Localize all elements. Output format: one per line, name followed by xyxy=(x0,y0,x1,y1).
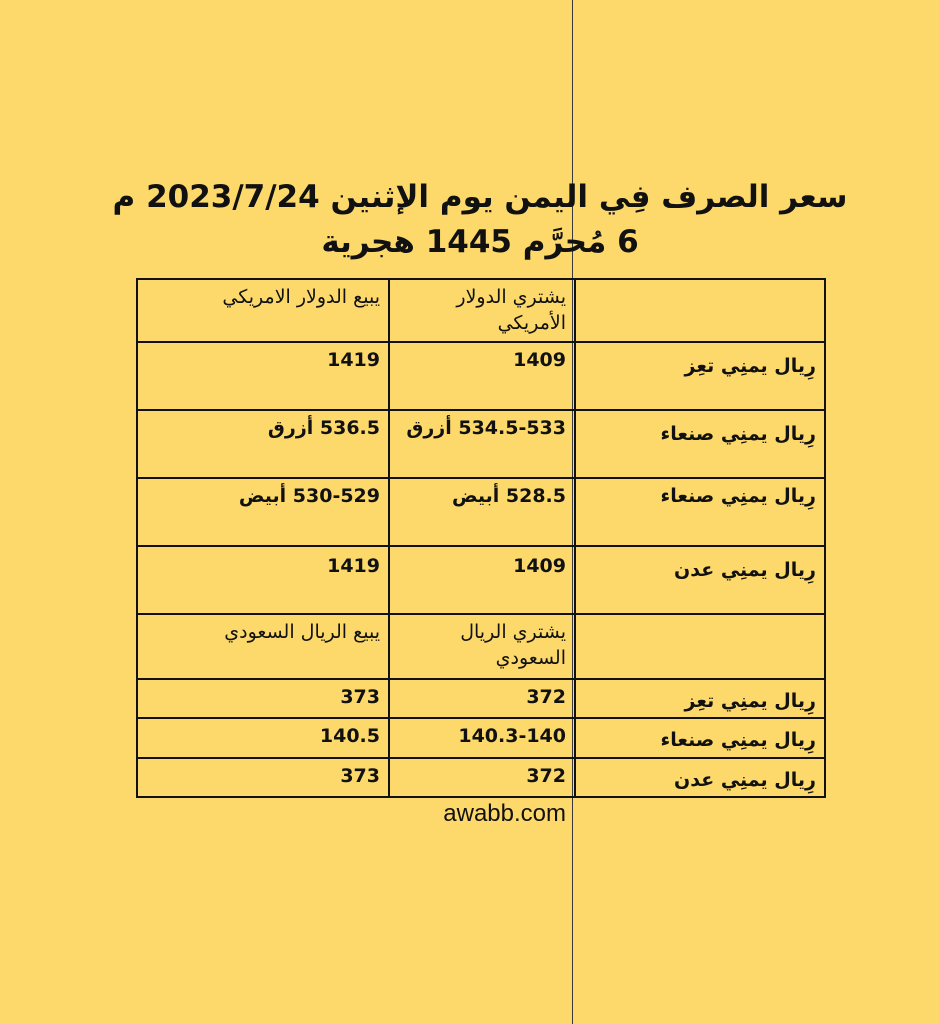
usd-sell-value: 530-529 أبيض xyxy=(137,478,389,546)
title-line-date: سعر الصرف فِي اليمن يوم الإثنين 2023/7/24 م xyxy=(112,179,848,215)
sar-buy-header: يشتري الريال السعودي xyxy=(389,614,575,679)
sar-buy-value: 372 xyxy=(389,758,575,797)
title-line-hijri: 6 مُحرَّم 1445 هجرية xyxy=(321,224,639,260)
table-row xyxy=(137,410,825,478)
sar-buy-value: 140.3-140 xyxy=(389,718,575,758)
usd-sell-value: 1419 xyxy=(137,546,389,614)
usd-header-row xyxy=(137,279,825,342)
empty-header-cell xyxy=(575,614,825,679)
row-label: رِيال يمنِي صنعاء xyxy=(575,718,825,758)
usd-buy-header: يشتري الدولار الأمريكي xyxy=(389,279,575,342)
exchange-rate-table xyxy=(136,278,826,798)
table-row xyxy=(137,718,825,758)
sar-header-row xyxy=(137,614,825,679)
table-row xyxy=(137,342,825,410)
sar-sell-value: 373 xyxy=(137,758,389,797)
source-website: awabb.com xyxy=(443,800,566,827)
table-row xyxy=(137,758,825,797)
row-label: رِيال يمنِي عدن xyxy=(575,758,825,797)
sar-sell-header: يبيع الريال السعودي xyxy=(137,614,389,679)
table-row xyxy=(137,478,825,546)
usd-buy-value: 528.5 أبيض xyxy=(389,478,575,546)
sar-sell-value: 373 xyxy=(137,679,389,718)
row-label: رِيال يمنِي تعِز xyxy=(575,679,825,718)
row-label: رِيال يمنِي صنعاء xyxy=(575,478,825,546)
usd-sell-value: 536.5 أزرق xyxy=(137,410,389,478)
row-label: رِيال يمنِي صنعاء xyxy=(575,410,825,478)
usd-buy-value: 1409 xyxy=(389,546,575,614)
usd-buy-value: 534.5-533 أزرق xyxy=(389,410,575,478)
page-title xyxy=(100,175,860,265)
usd-sell-header: يبيع الدولار الامريكي xyxy=(137,279,389,342)
sar-buy-value: 372 xyxy=(389,679,575,718)
row-label: رِيال يمنِي عدن xyxy=(575,546,825,614)
table-row xyxy=(137,679,825,718)
table-row xyxy=(137,546,825,614)
sar-sell-value: 140.5 xyxy=(137,718,389,758)
row-label: رِيال يمنِي تعِز xyxy=(575,342,825,410)
usd-sell-value: 1419 xyxy=(137,342,389,410)
usd-buy-value: 1409 xyxy=(389,342,575,410)
empty-header-cell xyxy=(575,279,825,342)
